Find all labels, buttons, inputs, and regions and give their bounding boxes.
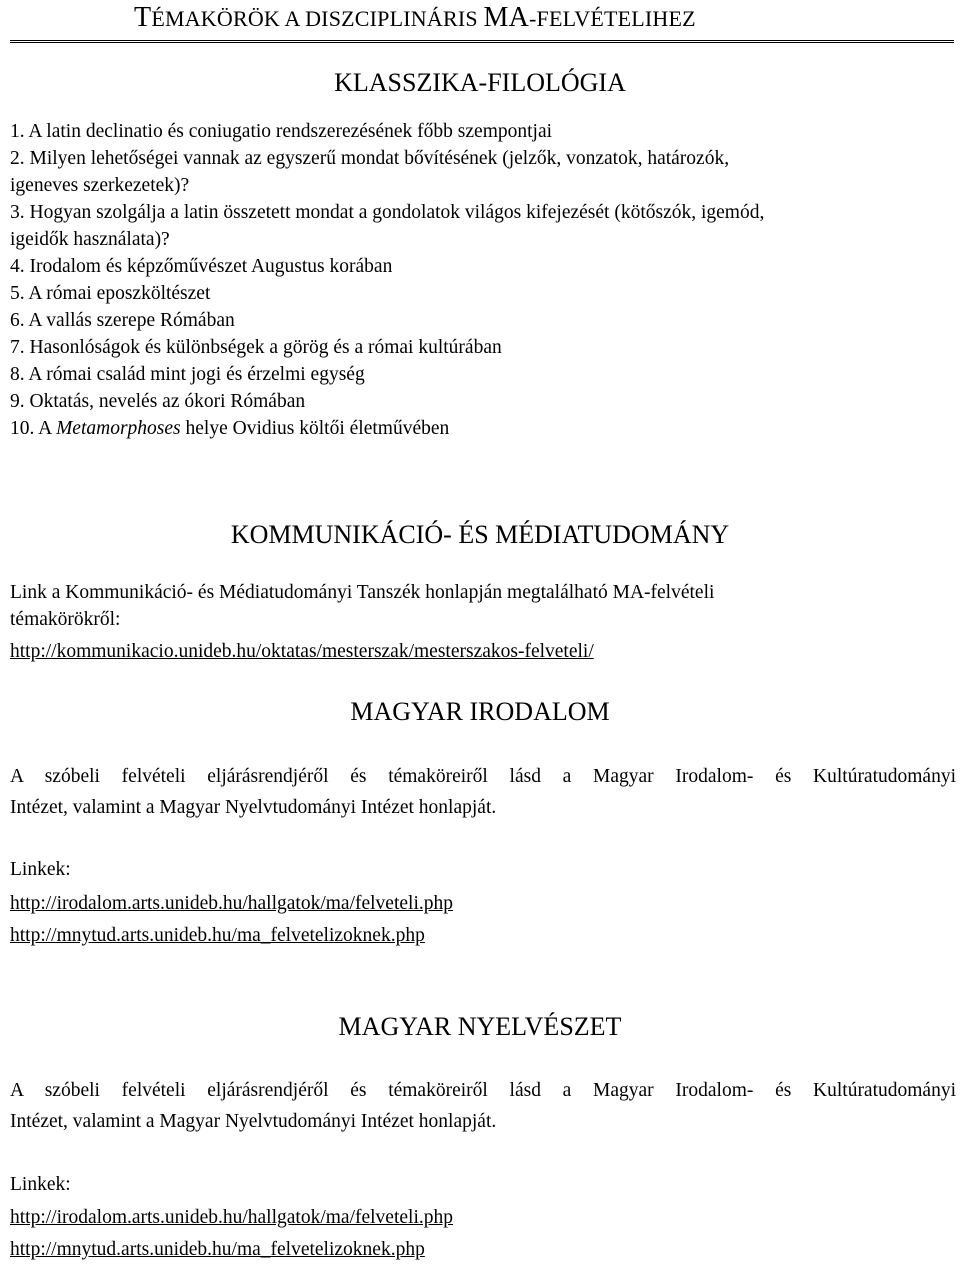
section-heading-klasszika: KLASSZIKA-FILOLÓGIA xyxy=(334,68,626,97)
topic-10-italic-title: Metamorphoses xyxy=(56,418,181,439)
title-rule xyxy=(10,40,954,43)
topic-line: 9. Oktatás, nevelés az ókori Rómában xyxy=(10,391,306,412)
links-label: Linkek: xyxy=(10,859,71,880)
topic-10-prefix: 10. A xyxy=(10,418,57,439)
topic-line: 6. A vallás szerepe Rómában xyxy=(10,310,235,331)
section-heading-magyar-irodalom: MAGYAR IRODALOM xyxy=(350,697,610,726)
links-label: Linkek: xyxy=(10,1174,71,1195)
mnytud-link[interactable]: http://mnytud.arts.unideb.hu/ma_felvetelizoknek.php xyxy=(10,1239,425,1260)
page-title-initial: T xyxy=(134,2,152,33)
paragraph-line: A szóbeli felvételi eljárásrendjéről és témaköreiről lásd a Magyar Irodalom- és Kultúratudományi xyxy=(10,1080,956,1101)
paragraph-line: Intézet, valamint a Magyar Nyelvtudományi Intézet honlapját. xyxy=(10,1111,497,1132)
paragraph-line: A szóbeli felvételi eljárásrendjéről és témaköreiről lásd a Magyar Irodalom- és Kultúratudományi xyxy=(10,766,956,787)
kommunikacio-link[interactable]: http://kommunikacio.unideb.hu/oktatas/mesterszak/mesterszakos-felveteli/ xyxy=(10,641,594,662)
topic-line-10 xyxy=(10,418,449,440)
topic-line: igeneves szerkezetek)? xyxy=(10,175,190,196)
irodalom-link[interactable]: http://irodalom.arts.unideb.hu/hallgatok/ma/felveteli.php xyxy=(10,1207,453,1228)
topic-line: 3. Hogyan szolgálja a latin összetett mondat a gondolatok világos kifejezését (kötőszók, igemód, xyxy=(10,202,765,223)
topic-line: 4. Irodalom és képzőművészet Augustus korában xyxy=(10,256,393,277)
topic-line: 5. A római eposzköltészet xyxy=(10,283,211,304)
section-heading-kommunikacio: KOMMUNIKÁCIÓ- ÉS MÉDIATUDOMÁNY xyxy=(230,520,730,549)
topic-line: igeidők használata)? xyxy=(10,229,170,250)
topic-line: 1. A latin declinatio és coniugatio rendszerezésének főbb szempontjai xyxy=(10,121,553,142)
section-heading-magyar-nyelveszet: MAGYAR NYELVÉSZET xyxy=(338,1012,622,1041)
paragraph-line: Intézet, valamint a Magyar Nyelvtudományi Intézet honlapját. xyxy=(10,797,497,818)
topic-10-suffix: helye Ovidius költői életművében xyxy=(180,418,450,439)
mnytud-link[interactable]: http://mnytud.arts.unideb.hu/ma_felvetelizoknek.php xyxy=(10,925,425,946)
paragraph-line: Link a Kommunikáció- és Médiatudományi Tanszék honlapján megtalálható MA-felvételi xyxy=(10,582,715,603)
page-title xyxy=(134,2,696,34)
page-title-part3: -FELVÉTELIHEZ xyxy=(529,6,696,31)
page-title-ma: MA xyxy=(483,2,530,33)
paragraph-line: témakörökről: xyxy=(10,609,121,630)
topic-line: 8. A római család mint jogi és érzelmi egység xyxy=(10,364,365,385)
page-title-part1: ÉMAKÖRÖK A DISZCIPLINÁRIS xyxy=(151,6,484,31)
topic-line: 2. Milyen lehetőségei vannak az egyszerű mondat bővítésének (jelzők, vonzatok, határozók, xyxy=(10,148,730,169)
irodalom-link[interactable]: http://irodalom.arts.unideb.hu/hallgatok/ma/felveteli.php xyxy=(10,893,453,914)
topic-line: 7. Hasonlóságok és különbségek a görög és a római kultúrában xyxy=(10,337,502,358)
